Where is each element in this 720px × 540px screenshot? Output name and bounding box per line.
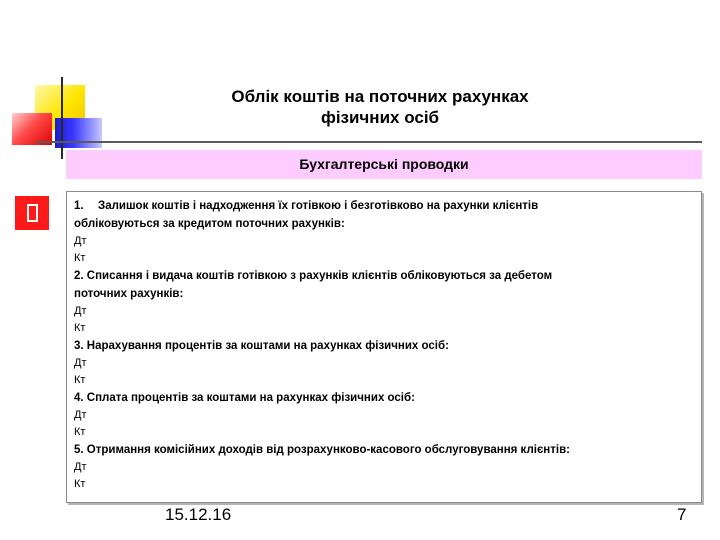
footer-date: 15.12.16	[165, 505, 232, 524]
entry-5-text-line1: 5. Отримання комісійних доходів від розрахунково-касового обслуговування клієнтів:	[74, 444, 570, 456]
entry-4-credit: Кт	[74, 426, 86, 438]
entry-2-credit: Кт	[74, 322, 86, 334]
entry-4-text-line1: 4. Сплата процентів за коштами на рахунках фізичних осіб:	[74, 392, 415, 404]
entry-3-text-line1: 3. Нарахування процентів за коштами на рахунках фізичних осіб:	[74, 340, 449, 352]
entry-4-debit: Дт	[74, 409, 87, 421]
entry-3-debit: Дт	[74, 357, 87, 369]
entry-2-text-line1: 2. Списання і видача коштів готівкою з рахунків клієнтів обліковуються за дебетом	[74, 270, 553, 282]
glyph-box	[27, 204, 38, 222]
entry-1-credit: Кт	[74, 252, 86, 264]
entry-1-text-line2: обліковуються за кредитом поточних рахунків:	[74, 218, 345, 230]
entry-1-heading	[74, 198, 693, 215]
slide-title	[170, 86, 590, 128]
slide-title-line2: фізичних осіб	[320, 108, 440, 127]
entry-5-debit: Дт	[74, 461, 87, 473]
entry-1-number: 1.	[74, 200, 84, 212]
entry-1-text-line1: Залишок коштів і надходження їх готівкою і безготівково на рахунки клієнтів	[98, 200, 539, 212]
slide-title-line1: Облік коштів на поточних рахунках	[231, 87, 529, 106]
section-header: Бухгалтерські проводки	[66, 150, 702, 179]
entry-2-text-line2: поточних рахунків:	[74, 288, 184, 300]
decor-horizontal-line	[36, 141, 702, 143]
entry-1-debit: Дт	[74, 235, 87, 247]
entries-box	[66, 191, 702, 503]
entry-3-credit: Кт	[74, 374, 86, 386]
missing-glyph-icon	[15, 196, 49, 230]
decor-vertical-line	[61, 77, 63, 159]
page-number: 7	[677, 505, 687, 524]
entry-5-credit: Кт	[74, 478, 86, 490]
entry-2-debit: Дт	[74, 305, 87, 317]
